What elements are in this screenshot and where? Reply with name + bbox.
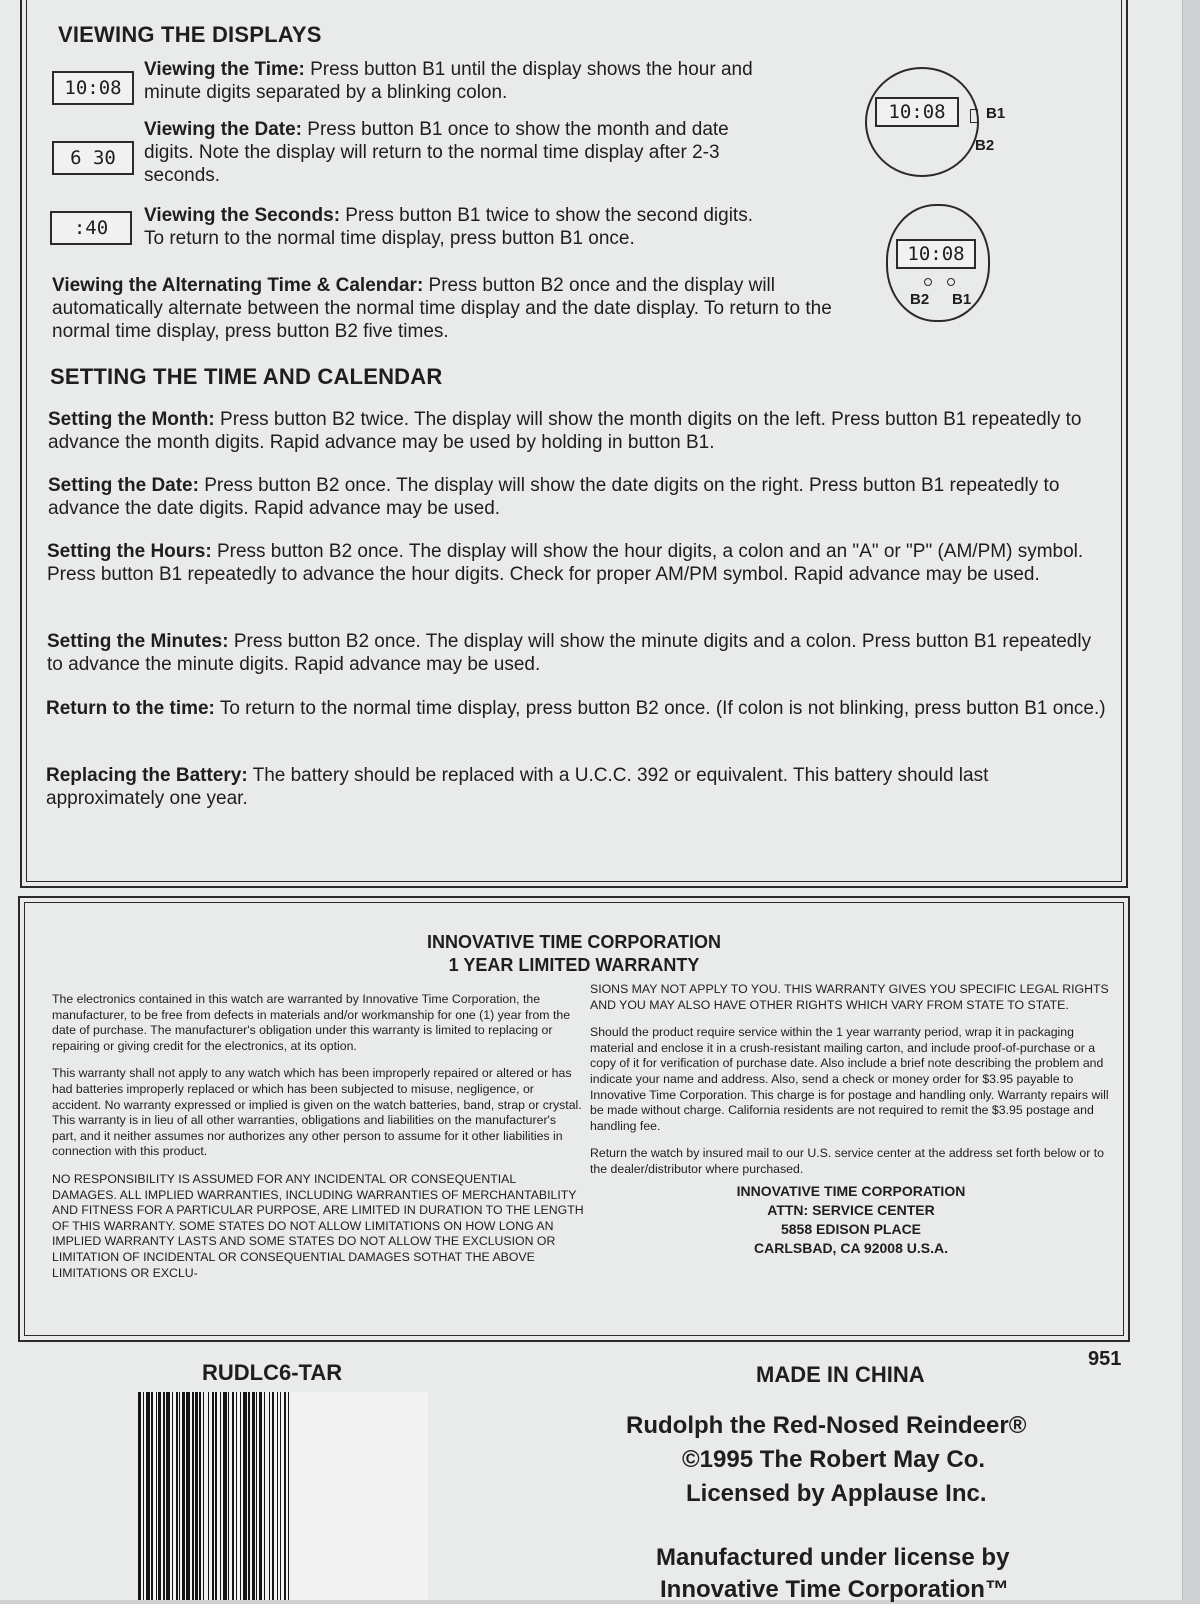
setting-month-text <box>48 408 1088 454</box>
license-line-3: Licensed by Applause Inc. <box>686 1480 987 1507</box>
oval-watch-lcd: 10:08 <box>896 239 976 269</box>
address-line-2: ATTN: SERVICE CENTER <box>767 1201 935 1218</box>
warranty-left-column <box>52 992 584 1293</box>
setting-minutes-text <box>47 630 1097 676</box>
viewing-date-heading: Viewing the Date: <box>144 119 303 140</box>
manufactured-line-2: Innovative Time Corporation™ <box>660 1576 1009 1603</box>
manufactured-line-1: Manufactured under license by <box>656 1544 1010 1571</box>
warranty-right-p1: SIONS MAY NOT APPLY TO YOU. THIS WARRANTY GIVES YOU SPECIFIC LEGAL RIGHTS AND YOU MAY ALSO HAVE OTHER RIGHTS WHICH VARY FROM STATE TO STATE. <box>590 982 1109 1012</box>
viewing-alternating-body: Press button B2 once and the display will automatically alternate between the normal time display and the date display. To return to the normal time display, press button B2 five times. <box>52 275 832 342</box>
sku-label: RUDLC6-TAR <box>202 1360 343 1385</box>
warranty-company-title: INNOVATIVE TIME CORPORATION <box>426 932 721 952</box>
viewing-date-body: Press button B1 once to show the month and date digits. Note the display will return to the normal time display after 2-3 seconds. <box>144 119 729 186</box>
lcd-date: 6 30 <box>52 141 134 175</box>
setting-return-text <box>46 697 1106 720</box>
lcd-seconds: :40 <box>50 211 132 245</box>
warranty-left-p1: The electronics contained in this watch are warranted by Innovative Time Corporation, the manufacturer, to be free from defects in materials and/or workmanship for one (1) year from the date of purchase. The manufacturer's obligation under this warranty is limited to replacing or repairing or giving credit for the electronics, at its option. <box>52 992 571 1053</box>
product-code: 951 <box>1088 1348 1122 1370</box>
oval-watch-label-b1: B1 <box>952 291 972 308</box>
setting-battery-heading: Replacing the Battery: <box>46 765 248 786</box>
license-line-2: ©1995 The Robert May Co. <box>682 1446 986 1473</box>
setting-return-body: To return to the normal time display, press button B2 once. (If colon is not blinking, press button B1 once.) <box>214 698 1106 719</box>
setting-date-text <box>48 474 1088 520</box>
setting-hours-text <box>47 540 1097 586</box>
address-line-4: CARLSBAD, CA 92008 U.S.A. <box>754 1239 948 1256</box>
viewing-title: VIEWING THE DISPLAYS <box>58 22 322 47</box>
setting-return-heading: Return to the time: <box>46 698 215 719</box>
setting-month-body: Press button B2 twice. The display will show the month digits on the left. Press button B1 repeatedly to advance the month digits. Rapid advance may be used by holding in button B1. <box>48 409 1082 453</box>
oval-watch-button-b1-icon <box>947 278 955 286</box>
setting-date-body: Press button B2 once. The display will show the date digits on the right. Press button B1 repeatedly to advance the date digits. Rapid advance may be used. <box>48 475 1060 519</box>
setting-month-heading: Setting the Month: <box>48 409 215 430</box>
oval-watch-button-b2-icon <box>924 278 932 286</box>
round-watch-lcd: 10:08 <box>875 97 959 127</box>
viewing-alternating-heading: Viewing the Alternating Time & Calendar: <box>52 275 424 296</box>
warranty-right-column <box>590 982 1112 1258</box>
viewing-date-text <box>144 118 764 187</box>
round-watch-label-b2: B2 <box>975 137 995 154</box>
barcode <box>138 1392 428 1600</box>
warranty-frame <box>18 896 1130 1342</box>
setting-title: SETTING THE TIME AND CALENDAR <box>50 364 443 389</box>
address-line-1: INNOVATIVE TIME CORPORATION <box>736 1182 966 1199</box>
barcode-stripe <box>289 1392 293 1600</box>
viewing-time-text <box>144 58 756 104</box>
service-center-address <box>590 1182 1112 1258</box>
license-line-1: Rudolph the Red-Nosed Reindeer® <box>626 1412 1027 1439</box>
setting-hours-body: Press button B2 once. The display will show the hour digits, a colon and an "A" or "P" (AM/PM) symbol. Press button B1 repeatedly to advance the hour digits. Check for proper AM/PM symbol. Rapid advance may be used. <box>47 541 1084 585</box>
viewing-seconds-text <box>144 204 764 250</box>
setting-minutes-body: Press button B2 once. The display will show the minute digits and a colon. Press button B1 repeatedly to advance the minute digits. Rapid advance may be used. <box>47 631 1092 675</box>
viewing-time-heading: Viewing the Time: <box>144 59 305 80</box>
round-watch-button-b1-icon <box>970 109 978 123</box>
warranty-right-p3: Return the watch by insured mail to our U.S. service center at the address set forth below or to the dealer/distributor where purchased. <box>590 1146 1104 1176</box>
warranty-limited-title: 1 YEAR LIMITED WARRANTY <box>448 955 700 975</box>
address-line-3: 5858 EDISON PLACE <box>780 1220 922 1237</box>
viewing-seconds-body: Press button B1 twice to show the second digits. To return to the normal time display, press button B1 once. <box>144 205 753 249</box>
setting-minutes-heading: Setting the Minutes: <box>47 631 229 652</box>
setting-battery-text <box>46 764 1106 810</box>
viewing-seconds-heading: Viewing the Seconds: <box>144 205 341 226</box>
viewing-time-body: Press button B1 until the display shows the hour and minute digits separated by a blinking colon. <box>144 59 753 103</box>
setting-battery-body: The battery should be replaced with a U.C.C. 392 or equivalent. This battery should last approximately one year. <box>46 765 989 809</box>
warranty-left-p2: This warranty shall not apply to any watch which has been improperly repaired or altered or has had batteries improperly replaced or which has been subjected to misuse, negligence, or accident. No warranty expressed or implied is given on the watch batteries, band, strap or crystal. This warranty is in lieu of all other warranties, obligations and liabilities on the manufacturer's part, and it neither assumes nor authorizes any other person to assume for it other liabilities in connection with this product. <box>52 1066 582 1159</box>
round-watch-label-b1: B1 <box>986 105 1006 122</box>
viewing-alternating-text <box>52 274 832 343</box>
oval-watch-label-b2: B2 <box>910 291 930 308</box>
made-in-label: MADE IN CHINA <box>756 1362 925 1387</box>
warranty-right-p2: Should the product require service within the 1 year warranty period, wrap it in packaging material and enclose it in a crush-resistant mailing carton, and include proof-of-purchase or a copy of it for verification of purchase date. Also include a brief note describing the problem and indicate your name and address. Also, send a check or money order for $3.95 payable to Innovative Time Corporation. This charge is for postage and handling only. Warranty repairs will be made without charge. California residents are not required to remit the $3.95 postage and handling fee. <box>590 1025 1109 1133</box>
setting-date-heading: Setting the Date: <box>48 475 199 496</box>
lcd-time: 10:08 <box>52 71 134 105</box>
setting-hours-heading: Setting the Hours: <box>47 541 212 562</box>
warranty-left-p3: NO RESPONSIBILITY IS ASSUMED FOR ANY INCIDENTAL OR CONSEQUENTIAL DAMAGES. ALL IMPLIED WARRANTIES, INCLUDING WARRANTIES OF MERCHANTABILITY AND FITNESS FOR A PARTICULAR PURPOSE, ARE LIMITED IN DURATION TO THE LENGTH OF THIS WARRANTY. SOME STATES DO NOT ALLOW LIMITATIONS ON HOW LONG AN IMPLIED WARRANTY LASTS AND SOME STATES DO NOT ALLOW THE EXCLUSION OR LIMITATION OF INCIDENTAL OR CONSEQUENTIAL DAMAGES SOTHAT THE ABOVE LIMITATIONS OR EXCLU- <box>52 1171 584 1280</box>
